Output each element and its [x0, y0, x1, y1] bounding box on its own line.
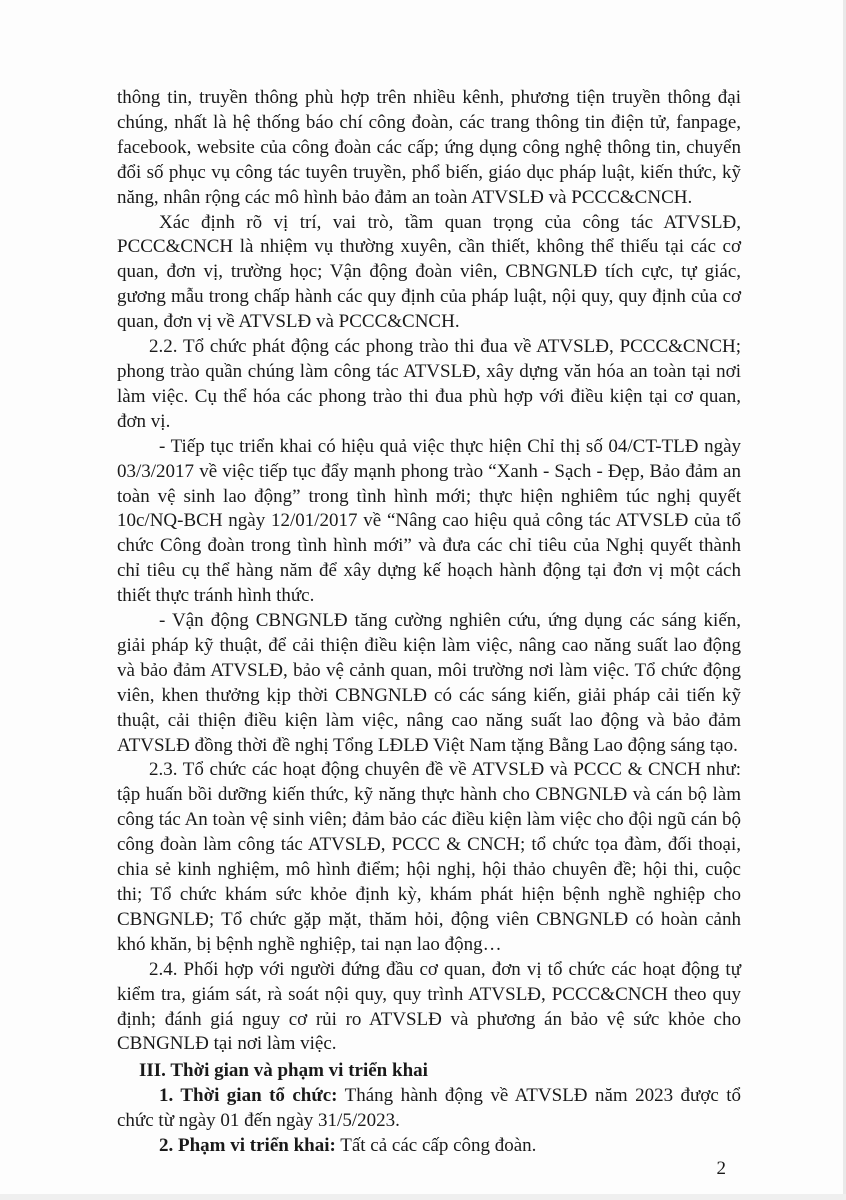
scope-label: 2. Phạm vi triển khai: [159, 1135, 336, 1157]
body-text [117, 86, 741, 1159]
paragraph-role: Xác định rõ vị trí, vai trò, tầm quan trọng của công tác ATVSLĐ, PCCC&CNCH là nhiệm vụ thường xuyên, cần thiết, không thể thiếu tại các cơ quan, đơn vị, trường học; Vận động đoàn viên, CBNGNLĐ tích cực, tự giác, gương mẫu trong chấp hành các quy định của pháp luật, nội quy, quy định của cơ quan, đơn vị về ATVSLĐ và PCCC&CNCH. [117, 211, 741, 333]
paragraph-2-4: 2.4. Phối hợp với người đứng đầu cơ quan, đơn vị tổ chức các hoạt động tự kiểm tra, giám sát, rà soát nội quy, quy trình ATVSLĐ, PCCC&CNCH theo quy định; đánh giá nguy cơ rủi ro ATVSLĐ và phương án bảo vệ sức khỏe cho CBNGNLĐ tại nơi làm việc. [117, 958, 741, 1055]
paragraph-2-3: 2.3. Tổ chức các hoạt động chuyên đề về ATVSLĐ và PCCC & CNCH như: tập huấn bồi dưỡng kiến thức, kỹ năng thực hành cho CBNGNLĐ và cán bộ làm công tác An toàn vệ sinh viên; đảm bảo các điều kiện làm việc cho đội ngũ cán bộ công đoàn làm công tác ATVSLĐ, PCCC & CNCH; tổ chức tọa đàm, đối thoại, chia sẻ kinh nghiệm, mô hình điểm; hội nghị, hội thảo chuyên đề; hội thi, cuộc thi; Tổ chức khám sức khỏe định kỳ, khám phát hiện bệnh nghề nghiệp cho CBNGNLĐ; Tổ chức gặp mặt, thăm hỏi, động viên CBNGNLĐ có hoàn cảnh khó khăn, bị bệnh nghề nghiệp, tai nạn lao động… [117, 759, 741, 955]
paragraph-initiatives: - Vận động CBNGNLĐ tăng cường nghiên cứu, ứng dụng các sáng kiến, giải pháp kỹ thuật, để cải thiện điều kiện làm việc, nâng cao năng suất lao động và bảo đảm ATVSLĐ, bảo vệ cảnh quan, môi trường nơi làm việc. Tổ chức động viên, khen thưởng kịp thời CBNGNLĐ có các sáng kiến, giải pháp cải tiến kỹ thuật, cải thiện điều kiện làm việc, nâng cao năng suất lao động và bảo đảm ATVSLĐ đồng thời đề nghị Tổng LĐLĐ Việt Nam tặng Bằng Lao động sáng tạo. [117, 610, 741, 756]
paragraph-2-2: 2.2. Tổ chức phát động các phong trào thi đua về ATVSLĐ, PCCC&CNCH; phong trào quần chúng làm công tác ATVSLĐ, xây dựng văn hóa an toàn tại nơi làm việc. Cụ thể hóa các phong trào thi đua phù hợp với điều kiện tại cơ quan, đơn vị. [117, 336, 741, 432]
scope-text: Tất cả các cấp công đoàn. [335, 1135, 537, 1157]
paragraph-communication: thông tin, truyền thông phù hợp trên nhiều kênh, phương tiện truyền thông đại chúng, nhất là hệ thống báo chí công đoàn, các trang thông tin điện tử, fanpage, facebook, website của công đoàn các cấp; ứng dụng công nghệ thông tin, chuyển đổi số phục vụ công tác tuyên truyền, phổ biến, giáo dục pháp luật, kiến thức, kỹ năng, nhân rộng các mô hình bảo đảm an toàn ATVSLĐ và PCCC&CNCH. [117, 87, 741, 208]
paragraph-scope [117, 1134, 741, 1159]
paragraph-time [117, 1084, 741, 1134]
time-label: 1. Thời gian tổ chức: [159, 1085, 338, 1107]
time-text: Tháng hành động về ATVSLĐ năm 2023 được tổ chức từ ngày 01 đến ngày 31/5/2023. [117, 1085, 742, 1132]
page-number: 2 [716, 1158, 726, 1179]
paragraph-directive: - Tiếp tục triển khai có hiệu quả việc thực hiện Chỉ thị số 04/CT-TLĐ ngày 03/3/2017 về việc tiếp tục đẩy mạnh phong trào “Xanh - Sạch - Đẹp, Bảo đảm an toàn vệ sinh lao động” trong tình hình mới; thực hiện nghiêm túc nghị quyết 10c/NQ-BCH ngày 12/01/2017 về “Nâng cao hiệu quả công tác ATVSLĐ của tổ chức Công đoàn trong tình hình mới” và đưa các chỉ tiêu của Nghị quyết thành chỉ tiêu cụ thể hàng năm để xây dựng kế hoạch hành động tại đơn vị một cách thiết thực tránh hình thức. [117, 435, 741, 607]
scan-bottom-edge [0, 1194, 846, 1200]
section-heading: III. Thời gian và phạm vi triển khai [139, 1060, 428, 1082]
